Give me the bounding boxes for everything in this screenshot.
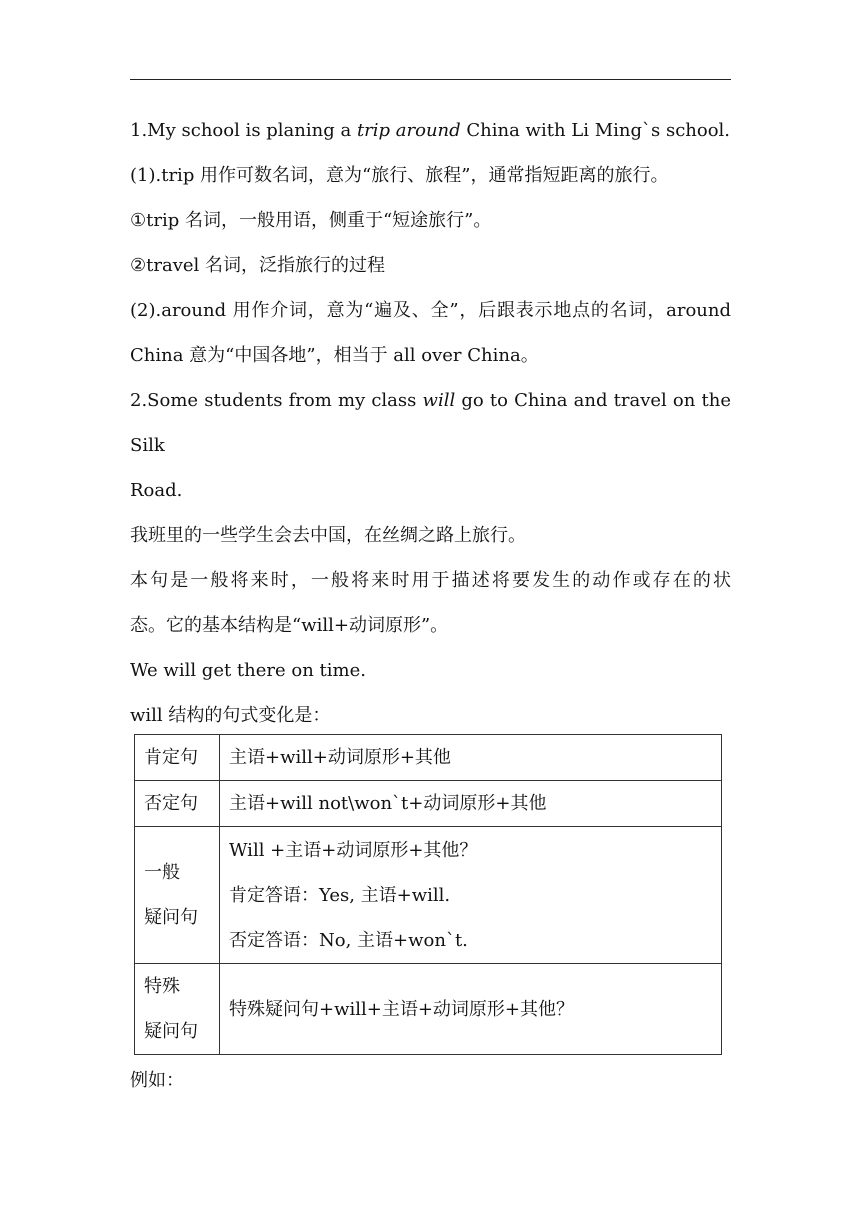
table-row-affirmative	[135, 735, 722, 781]
label-special-question-line-1: 特殊	[144, 976, 180, 997]
note-trip: (1).trip 用作可数名词，意为“旅行、旅程”，通常指短距离的旅行。	[130, 165, 669, 186]
sentence-1-emphasis: trip around	[356, 120, 461, 141]
general-question-yes-answer: 肯定答语：Yes, 主语+will.	[229, 884, 451, 906]
special-question-pattern: 特殊疑问句+will+主语+动词原形+其他？	[229, 998, 575, 1020]
content-affirmative-text: 主语+will+动词原形+其他	[229, 747, 451, 768]
example-sentence: We will get there on time.	[130, 660, 366, 681]
label-negative	[135, 781, 220, 827]
after-table-text: 例如：	[130, 1070, 184, 1091]
sentence-1-text: 1.My school is planing a	[130, 120, 357, 141]
label-general-question-line-1: 一般	[144, 862, 180, 883]
content-negative-text: 主语+will not\won`t+动词原形+其他	[229, 793, 547, 814]
label-negative-text: 否定句	[144, 793, 198, 814]
explanation-line-1: 本句是一般将来时，一般将来时用于描述将要发生的动作或存在的状	[130, 570, 731, 591]
label-affirmative	[135, 735, 220, 781]
general-question-pattern: Will +主语+动词原形+其他？	[229, 839, 478, 861]
note-trip-a: ①trip 名词，一般用语，侧重于“短途旅行”。	[130, 210, 492, 231]
will-structure-table	[134, 734, 722, 1055]
content-special-question	[220, 964, 722, 1055]
general-question-no-answer: 否定答语：No, 主语+won`t.	[229, 929, 468, 951]
content-general-question	[220, 827, 722, 964]
document-body	[130, 108, 731, 738]
explanation-line-2: 态。它的基本结构是“will+动词原形”。	[130, 615, 449, 636]
table-row-special-question	[135, 964, 722, 1055]
label-general-question	[135, 827, 220, 964]
label-affirmative-text: 肯定句	[144, 747, 198, 768]
note-trip-b: ②travel 名词，泛指旅行的过程	[130, 255, 386, 276]
sentence-2-line-1	[130, 378, 731, 468]
label-general-question-line-2: 疑问句	[144, 907, 198, 928]
sentence-1-text-end: China with Li Ming`s school.	[460, 120, 731, 141]
header-rule	[130, 79, 731, 80]
note-around-line-2: China 意为“中国各地”，相当于 all over China。	[130, 345, 539, 366]
label-special-question	[135, 964, 220, 1055]
content-affirmative	[220, 735, 722, 781]
note-around-line-1: (2).around 用作介词，意为“遍及、全”，后跟表示地点的名词，around	[130, 300, 731, 321]
label-special-question-line-2: 疑问句	[144, 1021, 198, 1042]
table-row-negative	[135, 781, 722, 827]
table-row-general-question	[135, 827, 722, 964]
table-intro: will 结构的句式变化是：	[130, 705, 331, 726]
translation: 我班里的一些学生会去中国，在丝绸之路上旅行。	[130, 525, 526, 546]
sentence-1	[130, 108, 731, 153]
sentence-2-emphasis: will	[422, 390, 456, 411]
sentence-2-text-end: go to China and travel on the Silk	[130, 390, 731, 456]
sentence-2-text: 2.Some students from my class	[130, 390, 423, 411]
content-negative	[220, 781, 722, 827]
sentence-2-line-2: Road.	[130, 480, 183, 501]
